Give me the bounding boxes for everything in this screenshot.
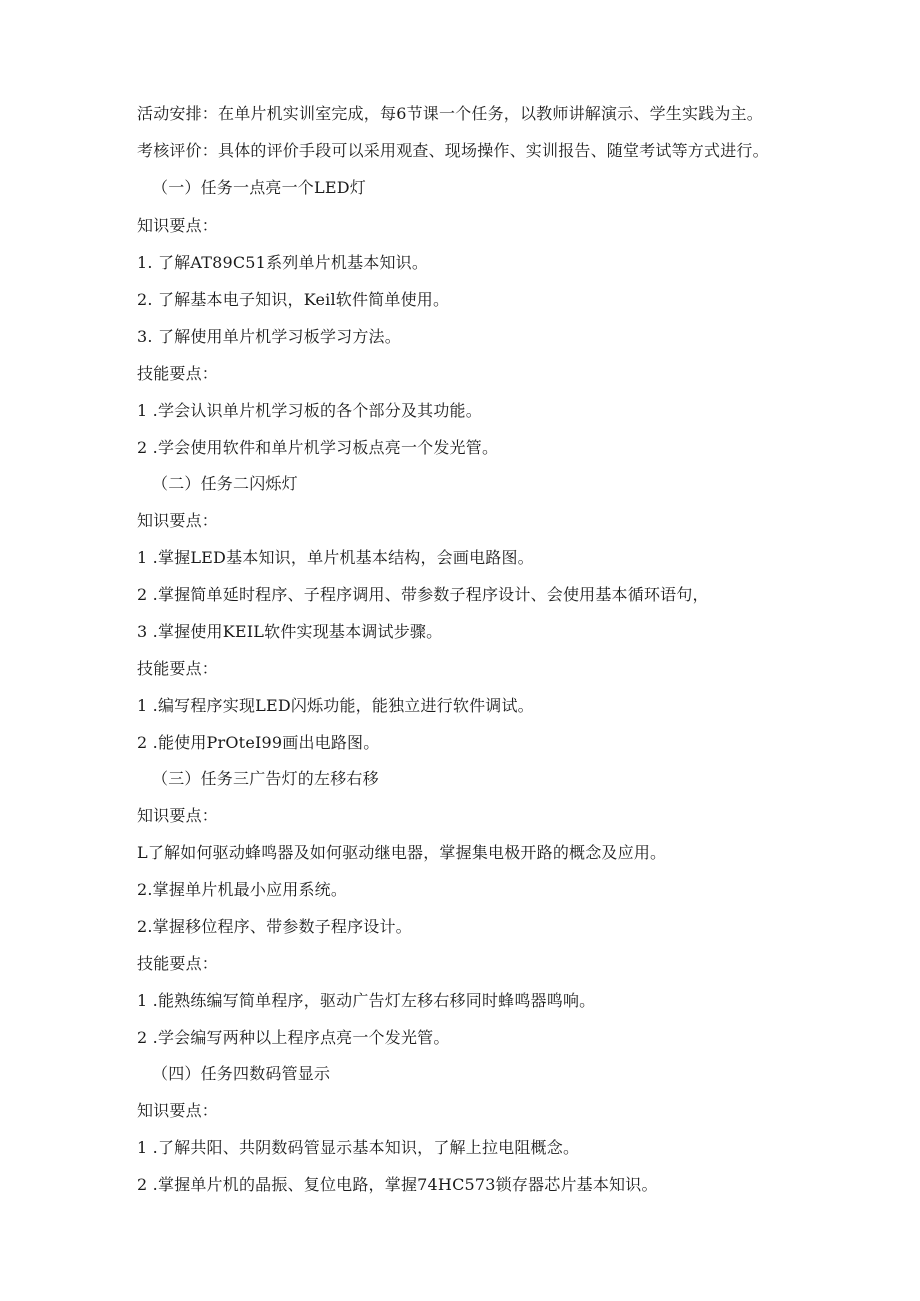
task-2-heading: （二）任务二闪烁灯 (152, 474, 298, 493)
list-item: 1 .能熟练编写简单程序，驱动广告灯左移右移同时蜂鸣器鸣响。 (137, 991, 596, 1010)
list-item: L了解如何驱动蜂鸣器及如何驱动继电器，掌握集电极开路的概念及应用。 (137, 843, 667, 862)
list-item: 2 .能使用PrOteI99画出电路图。 (137, 733, 380, 752)
knowledge-points-label: 知识要点： (137, 1101, 219, 1120)
list-item: 2.掌握移位程序、带参数子程序设计。 (137, 917, 412, 936)
knowledge-points-label: 知识要点： (137, 216, 219, 235)
skill-points-label: 技能要点： (137, 659, 219, 678)
list-item: 2.掌握单片机最小应用系统。 (137, 880, 348, 899)
task-3-heading: （三）任务三广告灯的左移右移 (152, 769, 379, 788)
task-1-heading: （一）任务一点亮一个LED灯 (152, 178, 366, 197)
list-item: 2 .学会编写两种以上程序点亮一个发光管。 (137, 1028, 450, 1047)
list-item: 3. 了解使用单片机学习板学习方法。 (137, 327, 401, 346)
task-4-heading: （四）任务四数码管显示 (152, 1064, 331, 1083)
list-item: 1 .了解共阳、共阴数码管显示基本知识，了解上拉电阻概念。 (137, 1138, 580, 1157)
activity-arrangement: 活动安排：在单片机实训室完成，每6节课一个任务，以教师讲解演示、学生实践为主。 (137, 104, 763, 123)
list-item: 2. 了解基本电子知识，Keil软件简单使用。 (137, 290, 450, 309)
skill-points-label: 技能要点： (137, 954, 219, 973)
knowledge-points-label: 知识要点： (137, 511, 219, 530)
list-item: 3 .掌握使用KEIL软件实现基本调试步骤。 (137, 622, 443, 641)
list-item: 2 .掌握简单延时程序、子程序调用、带参数子程序设计、会使用基本循环语句， (137, 585, 709, 604)
list-item: 2 .掌握单片机的晶振、复位电路，掌握74HC573锁存器芯片基本知识。 (137, 1175, 658, 1194)
list-item: 1 .编写程序实现LED闪烁功能，能独立进行软件调试。 (137, 696, 534, 715)
skill-points-label: 技能要点： (137, 364, 219, 383)
list-item: 1 .掌握LED基本知识，单片机基本结构，会画电路图。 (137, 548, 534, 567)
list-item: 1. 了解AT89C51系列单片机基本知识。 (137, 253, 429, 272)
list-item: 1 .学会认识单片机学习板的各个部分及其功能。 (137, 401, 482, 420)
assessment-evaluation: 考核评价：具体的评价手段可以采用观查、现场操作、实训报告、随堂考试等方式进行。 (137, 141, 769, 160)
knowledge-points-label: 知识要点： (137, 806, 219, 825)
list-item: 2 .学会使用软件和单片机学习板点亮一个发光管。 (137, 438, 499, 457)
